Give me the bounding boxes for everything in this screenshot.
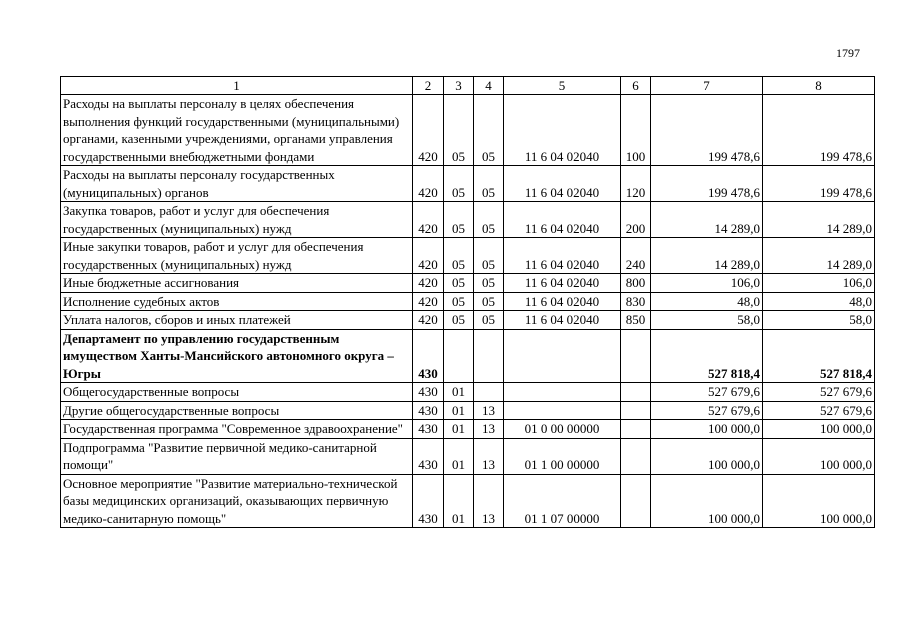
cell-admin-code: 420	[413, 274, 444, 293]
cell-expense-type	[621, 401, 651, 420]
table-row	[61, 401, 875, 420]
cell-amount-col7: 58,0	[651, 311, 763, 330]
row-name: Департамент по управлению государственным имуществом Ханты-Мансийского автономного округа – Югры	[61, 329, 413, 383]
table-row	[61, 238, 875, 274]
cell-section: 05	[444, 274, 474, 293]
row-name: Иные бюджетные ассигнования	[61, 274, 413, 293]
budget-table	[60, 76, 875, 528]
cell-subsection: 13	[474, 438, 504, 474]
cell-amount-col8: 100 000,0	[763, 420, 875, 439]
cell-target-article: 11 6 04 02040	[504, 95, 621, 166]
column-header: 1	[61, 77, 413, 95]
cell-amount-col8: 199 478,6	[763, 95, 875, 166]
table-row	[61, 311, 875, 330]
row-name: Расходы на выплаты персоналу в целях обеспечения выполнения функций государственными (муниципальными) органами, казенными учреждениями, органами управления государственными внебюджетными фондами	[61, 95, 413, 166]
cell-target-article: 11 6 04 02040	[504, 311, 621, 330]
column-header: 7	[651, 77, 763, 95]
cell-expense-type	[621, 383, 651, 402]
cell-admin-code: 430	[413, 474, 444, 528]
cell-section: 05	[444, 238, 474, 274]
cell-subsection: 05	[474, 292, 504, 311]
cell-expense-type	[621, 474, 651, 528]
cell-amount-col7: 199 478,6	[651, 166, 763, 202]
cell-expense-type	[621, 329, 651, 383]
cell-admin-code: 420	[413, 95, 444, 166]
cell-amount-col8: 527 818,4	[763, 329, 875, 383]
cell-target-article: 11 6 04 02040	[504, 202, 621, 238]
cell-expense-type: 200	[621, 202, 651, 238]
row-name: Общегосударственные вопросы	[61, 383, 413, 402]
cell-amount-col7: 100 000,0	[651, 474, 763, 528]
cell-expense-type: 100	[621, 95, 651, 166]
cell-target-article	[504, 401, 621, 420]
cell-amount-col7: 100 000,0	[651, 420, 763, 439]
cell-section: 01	[444, 401, 474, 420]
row-name: Другие общегосударственные вопросы	[61, 401, 413, 420]
row-name: Расходы на выплаты персоналу государственных (муниципальных) органов	[61, 166, 413, 202]
cell-admin-code: 430	[413, 438, 444, 474]
table-row	[61, 420, 875, 439]
cell-amount-col8: 199 478,6	[763, 166, 875, 202]
cell-subsection	[474, 329, 504, 383]
cell-subsection: 05	[474, 202, 504, 238]
column-header: 8	[763, 77, 875, 95]
table-header-row	[61, 77, 875, 95]
cell-section: 01	[444, 383, 474, 402]
cell-subsection: 05	[474, 311, 504, 330]
cell-target-article	[504, 329, 621, 383]
table-row	[61, 329, 875, 383]
cell-subsection: 13	[474, 474, 504, 528]
cell-amount-col7: 100 000,0	[651, 438, 763, 474]
cell-target-article: 01 1 07 00000	[504, 474, 621, 528]
cell-subsection: 05	[474, 238, 504, 274]
cell-section: 05	[444, 292, 474, 311]
cell-expense-type	[621, 420, 651, 439]
cell-amount-col8: 14 289,0	[763, 202, 875, 238]
cell-section: 01	[444, 420, 474, 439]
row-name: Закупка товаров, работ и услуг для обеспечения государственных (муниципальных) нужд	[61, 202, 413, 238]
cell-target-article: 01 1 00 00000	[504, 438, 621, 474]
cell-expense-type: 240	[621, 238, 651, 274]
cell-expense-type: 830	[621, 292, 651, 311]
cell-target-article: 11 6 04 02040	[504, 166, 621, 202]
cell-expense-type	[621, 438, 651, 474]
cell-amount-col7: 14 289,0	[651, 238, 763, 274]
cell-amount-col7: 527 679,6	[651, 401, 763, 420]
cell-target-article	[504, 383, 621, 402]
row-name: Подпрограмма "Развитие первичной медико-санитарной помощи"	[61, 438, 413, 474]
cell-section: 05	[444, 166, 474, 202]
cell-subsection: 13	[474, 401, 504, 420]
cell-admin-code: 420	[413, 292, 444, 311]
cell-amount-col8: 527 679,6	[763, 401, 875, 420]
cell-amount-col8: 58,0	[763, 311, 875, 330]
cell-admin-code: 420	[413, 238, 444, 274]
cell-amount-col8: 48,0	[763, 292, 875, 311]
cell-subsection: 05	[474, 95, 504, 166]
table-row	[61, 166, 875, 202]
cell-subsection: 05	[474, 274, 504, 293]
cell-amount-col8: 14 289,0	[763, 238, 875, 274]
cell-section: 01	[444, 438, 474, 474]
cell-subsection: 13	[474, 420, 504, 439]
cell-target-article: 11 6 04 02040	[504, 238, 621, 274]
column-header: 4	[474, 77, 504, 95]
cell-amount-col8: 100 000,0	[763, 438, 875, 474]
table-row	[61, 274, 875, 293]
cell-amount-col8: 106,0	[763, 274, 875, 293]
cell-section: 05	[444, 311, 474, 330]
cell-admin-code: 430	[413, 420, 444, 439]
column-header: 3	[444, 77, 474, 95]
cell-amount-col8: 100 000,0	[763, 474, 875, 528]
table-row	[61, 383, 875, 402]
table-row	[61, 202, 875, 238]
cell-target-article: 11 6 04 02040	[504, 292, 621, 311]
cell-section	[444, 329, 474, 383]
row-name: Государственная программа "Современное здравоохранение"	[61, 420, 413, 439]
column-header: 5	[504, 77, 621, 95]
row-name: Основное мероприятие "Развитие материально-технической базы медицинских организаций, оказывающих первичную медико-санитарную помощь"	[61, 474, 413, 528]
cell-amount-col7: 199 478,6	[651, 95, 763, 166]
table-row	[61, 95, 875, 166]
cell-amount-col8: 527 679,6	[763, 383, 875, 402]
column-header: 6	[621, 77, 651, 95]
cell-subsection	[474, 383, 504, 402]
cell-admin-code: 420	[413, 202, 444, 238]
table-row	[61, 292, 875, 311]
cell-section: 01	[444, 474, 474, 528]
cell-amount-col7: 527 679,6	[651, 383, 763, 402]
cell-section: 05	[444, 202, 474, 238]
cell-amount-col7: 527 818,4	[651, 329, 763, 383]
row-name: Иные закупки товаров, работ и услуг для обеспечения государственных (муниципальных) нужд	[61, 238, 413, 274]
cell-admin-code: 420	[413, 166, 444, 202]
cell-expense-type: 800	[621, 274, 651, 293]
cell-admin-code: 430	[413, 401, 444, 420]
table-row	[61, 438, 875, 474]
cell-amount-col7: 48,0	[651, 292, 763, 311]
row-name: Уплата налогов, сборов и иных платежей	[61, 311, 413, 330]
cell-target-article: 01 0 00 00000	[504, 420, 621, 439]
cell-section: 05	[444, 95, 474, 166]
cell-admin-code: 430	[413, 329, 444, 383]
cell-expense-type: 850	[621, 311, 651, 330]
cell-target-article: 11 6 04 02040	[504, 274, 621, 293]
row-name: Исполнение судебных актов	[61, 292, 413, 311]
cell-admin-code: 420	[413, 311, 444, 330]
column-header: 2	[413, 77, 444, 95]
page-number: 1797	[836, 46, 860, 60]
cell-subsection: 05	[474, 166, 504, 202]
table-row	[61, 474, 875, 528]
cell-admin-code: 430	[413, 383, 444, 402]
cell-expense-type: 120	[621, 166, 651, 202]
cell-amount-col7: 14 289,0	[651, 202, 763, 238]
cell-amount-col7: 106,0	[651, 274, 763, 293]
